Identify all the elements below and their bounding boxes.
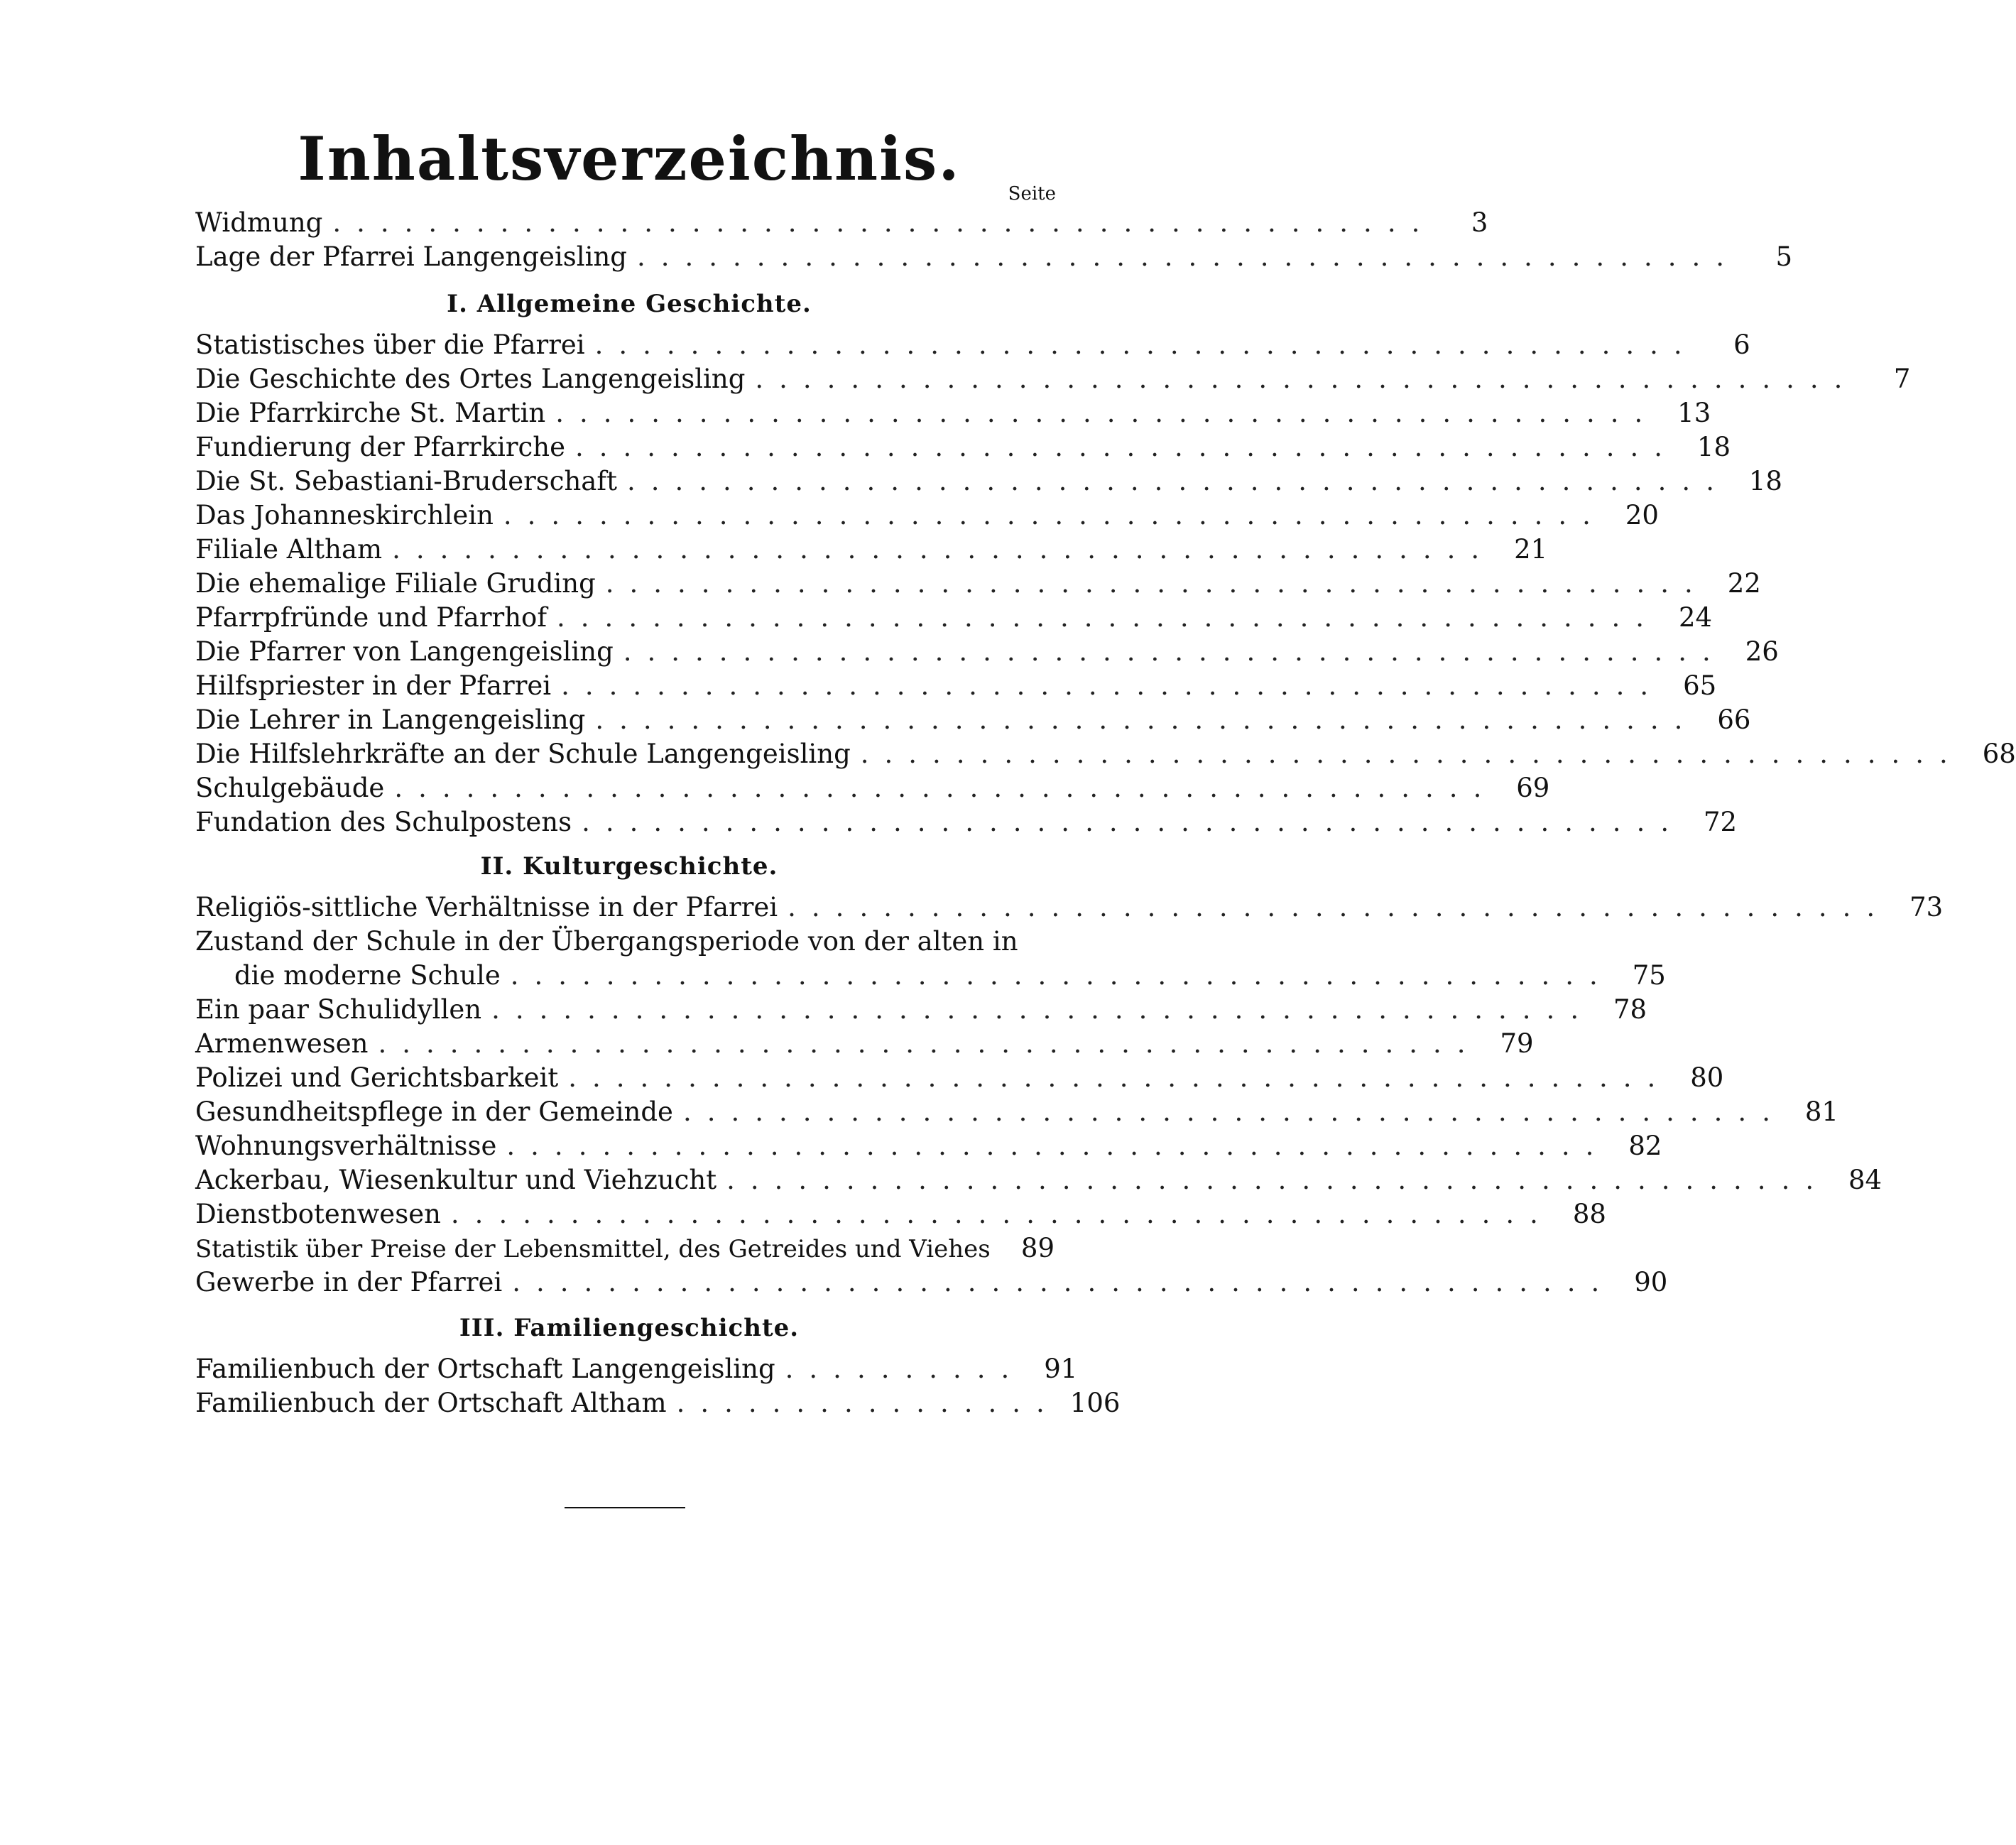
toc-entry-page: 81	[1804, 1096, 1838, 1127]
toc-entry	[195, 805, 1738, 839]
leader-dots: ..............................................	[510, 960, 1613, 991]
leader-dots: ..............................................	[392, 534, 1495, 565]
leader-dots: ..............................................	[378, 1028, 1481, 1059]
toc-entry	[195, 635, 1779, 669]
toc-entry-page: 89	[1020, 1233, 1055, 1263]
toc-entry-page: 69	[1516, 773, 1550, 803]
closing-rule	[565, 1507, 685, 1508]
toc-entry-page: 5	[1775, 241, 1793, 272]
toc-entry-label: Die Lehrer in Langengeisling	[195, 704, 586, 735]
toc-entry-page: 20	[1625, 500, 1659, 530]
toc-entry-page: 7	[1893, 364, 1911, 394]
toc-entry	[195, 601, 1713, 635]
toc-entry-page: 78	[1613, 994, 1647, 1025]
toc-entry-page: 26	[1745, 636, 1779, 667]
toc-entry	[195, 464, 1782, 499]
toc-entry	[195, 891, 1944, 925]
toc-entry-page: 106	[1069, 1388, 1121, 1418]
toc-entry	[195, 328, 1750, 362]
toc-entry	[195, 240, 1793, 274]
toc-entry	[195, 669, 1717, 703]
leader-dots: ..............................................	[594, 330, 1698, 360]
toc-entry-label: Die Pfarrer von Langengeisling	[195, 636, 614, 667]
toc-entry-page: 21	[1514, 534, 1548, 565]
leader-dots: ..............................................	[623, 636, 1726, 667]
leader-dots: ..............................................	[568, 1062, 1672, 1093]
toc-entry	[195, 993, 1647, 1027]
toc-entry	[195, 1266, 1668, 1300]
toc-entry-label: Gewerbe in der Pfarrei	[195, 1267, 503, 1297]
toc-entry-label: Pfarrpfründe und Pfarrhof	[195, 602, 547, 633]
toc-entry-label: Das Johanneskirchlein	[195, 500, 494, 530]
toc-entry	[195, 362, 1911, 396]
toc-entry-page: 6	[1733, 330, 1750, 360]
toc-entry-label: Gesundheitspflege in der Gemeinde	[195, 1096, 673, 1127]
leader-dots: ..............................................	[557, 602, 1660, 633]
toc-entry	[234, 959, 1666, 993]
section-heading: I. Allgemeine Geschichte.	[447, 290, 812, 318]
leader-dots: ..............................................	[555, 398, 1659, 428]
toc-entry-label: Armenwesen	[195, 1028, 369, 1059]
toc-entry-page: 90	[1634, 1267, 1668, 1297]
section-heading: III. Familiengeschichte.	[459, 1314, 800, 1342]
toc-entry-label: Ackerbau, Wiesenkultur und Viehzucht	[195, 1165, 717, 1195]
toc-entry-page: 88	[1572, 1199, 1606, 1229]
leader-dots: ..............................................	[506, 1131, 1610, 1161]
toc-entry	[195, 1386, 1121, 1420]
leader-dots: ..........	[785, 1354, 1025, 1384]
toc-entry-label: Lage der Pfarrei Langengeisling	[195, 241, 627, 272]
toc-entry	[195, 430, 1731, 464]
toc-entry	[195, 703, 1751, 737]
page-title: Inhaltsverzeichnis.	[298, 124, 961, 195]
toc-entry-page: 13	[1677, 398, 1711, 428]
toc-entry-label: Die Hilfslehrkräfte an der Schule Langengeisling	[195, 739, 851, 769]
leader-dots: ..............................................	[450, 1199, 1554, 1229]
toc-entry-label: Die ehemalige Filiale Gruding	[195, 568, 596, 599]
toc-entry-page: 79	[1500, 1028, 1534, 1059]
leader-dots: ..............................................	[491, 994, 1595, 1025]
toc-entry-page: 82	[1628, 1131, 1662, 1161]
toc-entry-label: Familienbuch der Ortschaft Altham	[195, 1388, 667, 1418]
toc-entry-label: Wohnungsverhältnisse	[195, 1131, 497, 1161]
toc-entry-page: 66	[1717, 704, 1751, 735]
leader-dots: ..............................................	[682, 1096, 1786, 1127]
toc-entry-label: Schulgebäude	[195, 773, 385, 803]
toc-entry-page: 22	[1727, 568, 1761, 599]
toc-entry	[195, 1352, 1078, 1386]
toc-entry	[195, 206, 1488, 240]
toc-entry	[195, 396, 1711, 430]
toc-entry-label: Ein paar Schulidyllen	[195, 994, 482, 1025]
leader-dots: ..............................................	[626, 466, 1730, 496]
toc-entry-page: 84	[1848, 1165, 1882, 1195]
toc-entry-page: 91	[1044, 1354, 1078, 1384]
toc-entry-page: 18	[1748, 466, 1782, 496]
leader-dots: ..............................................	[503, 500, 1606, 530]
toc-entry	[195, 1027, 1534, 1061]
leader-dots: ................	[676, 1388, 1060, 1418]
toc-entry	[195, 737, 2016, 771]
toc-entry-page: 65	[1683, 670, 1717, 701]
toc-entry	[195, 1095, 1838, 1129]
leader-dots: ..............................................	[582, 807, 1685, 837]
toc-entry-label-continuation: die moderne Schule	[234, 960, 501, 991]
leader-dots: ..............................................	[636, 241, 1740, 272]
toc-entry-label: Religiös-sittliche Verhältnisse in der Pfarrei	[195, 892, 778, 922]
toc-entry	[195, 567, 1761, 601]
leader-dots: ..............................................	[788, 892, 1891, 922]
toc-entry-page: 80	[1690, 1062, 1724, 1093]
toc-entry-label: Die St. Sebastiani-Bruderschaft	[195, 466, 617, 496]
leader-dots: ..............................................	[726, 1165, 1830, 1195]
toc-entry	[195, 1163, 1882, 1197]
toc-entry	[195, 1129, 1662, 1163]
leader-dots: ..............................................	[755, 364, 1858, 394]
section-heading: II. Kulturgeschichte.	[480, 852, 778, 881]
leader-dots: ..............................................	[561, 670, 1664, 701]
leader-dots: ..............................................	[332, 207, 1436, 238]
toc-entry-label: Statistik über Preise der Lebensmittel, des Getreides und Viehes	[195, 1235, 991, 1263]
leader-dots: ..............................................	[394, 773, 1498, 803]
toc-entry	[195, 533, 1548, 567]
toc-entry-label: Die Geschichte des Ortes Langengeisling	[195, 364, 746, 394]
leader-dots: ..............................................	[512, 1267, 1615, 1297]
toc-entry-page: 3	[1471, 207, 1488, 238]
page-column-header: Seite	[1008, 183, 1056, 205]
leader-dots: ..............................................	[605, 568, 1709, 599]
toc-entry-label: Widmung	[195, 207, 323, 238]
toc-entry-page: 75	[1632, 960, 1666, 991]
toc-entry	[195, 1061, 1724, 1095]
toc-entry-label: Familienbuch der Ortschaft Langengeisling	[195, 1354, 775, 1384]
toc-entry-page: 18	[1696, 432, 1731, 462]
toc-entry	[195, 1197, 1606, 1231]
toc-entry-label: Fundierung der Pfarrkirche	[195, 432, 565, 462]
toc-entry-page: 72	[1704, 807, 1738, 837]
toc-entry-label-line-1: Zustand der Schule in der Übergangsperiode von der alten in	[195, 926, 1018, 957]
leader-dots: ..............................................	[860, 739, 1963, 769]
toc-entry-page: 24	[1678, 602, 1713, 633]
toc-entry-page: 73	[1909, 892, 1944, 922]
toc-entry-label: Polizei und Gerichtsbarkeit	[195, 1062, 559, 1093]
toc-entry-label: Hilfspriester in der Pfarrei	[195, 670, 552, 701]
toc-entry-label: Dienstbotenwesen	[195, 1199, 441, 1229]
toc-entry-label: Fundation des Schulpostens	[195, 807, 572, 837]
toc-entry	[195, 1231, 1055, 1266]
toc-entry	[195, 499, 1659, 533]
leader-dots: ..............................................	[595, 704, 1699, 735]
toc-entry	[195, 771, 1550, 805]
toc-entry-label: Die Pfarrkirche St. Martin	[195, 398, 546, 428]
toc-entry-label: Filiale Altham	[195, 534, 383, 565]
leader-dots: ..............................................	[574, 432, 1679, 462]
toc-entry-page: 68	[1982, 739, 2016, 769]
toc-entry-label: Statistisches über die Pfarrei	[195, 330, 585, 360]
